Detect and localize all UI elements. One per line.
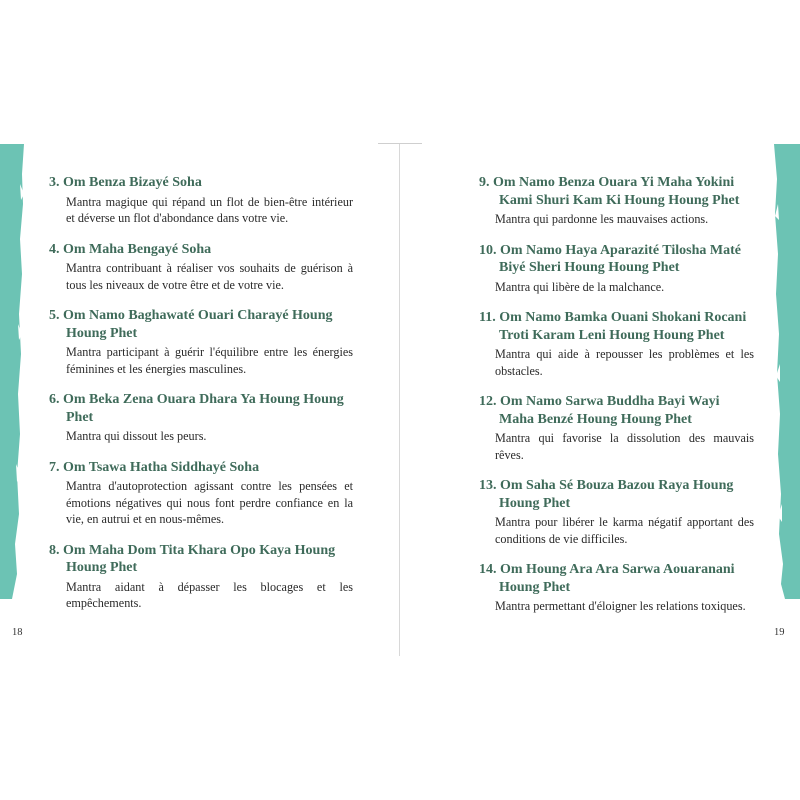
mantra-entry	[479, 309, 754, 379]
mantra-list-left	[49, 174, 353, 612]
mantra-description: Mantra magique qui répand un flot de bien-être intérieur et déverse un flot d'abondance dans votre vie.	[66, 194, 353, 225]
mantra-entry	[49, 542, 353, 612]
mantra-title: 3. Om Benza Bizayé Soha	[49, 175, 202, 190]
mantra-title: 8. Om Maha Dom Tita Khara Opo Kaya Houng Houng Phet	[49, 542, 336, 575]
page-number-left: 18	[12, 627, 23, 638]
mantra-title: 11. Om Namo Bamka Ouani Shokani Rocani Troti Karam Leni Houng Houng Phet	[479, 310, 747, 343]
mantra-list-right	[479, 174, 754, 615]
mantra-entry	[479, 561, 754, 615]
mantra-title: 7. Om Tsawa Hatha Siddhayé Soha	[49, 459, 260, 475]
mantra-description: Mantra participant à guérir l'équilibre entre les énergies féminines et les énergies masculines.	[66, 345, 353, 376]
mantra-title: 14. Om Houng Ara Ara Sarwa Aouaranani Houng Phet	[479, 562, 735, 595]
mantra-title: 6. Om Beka Zena Ouara Dhara Ya Houng Houng Phet	[49, 392, 344, 425]
mantra-description: Mantra contribuant à réaliser vos souhaits de guérison à tous les niveaux de votre être et de votre vie.	[66, 261, 353, 292]
mantra-entry	[49, 241, 353, 294]
left-brush-stripe	[0, 144, 24, 599]
mantra-title: 10. Om Namo Haya Aparazité Tilosha Maté Biyé Sheri Houng Houng Phet	[479, 242, 741, 275]
mantra-title: 12. Om Namo Sarwa Buddha Bayi Wayi Maha Benzé Houng Houng Phet	[479, 394, 720, 427]
mantra-title: 4. Om Maha Bengayé Soha	[49, 241, 212, 257]
mantra-entry	[479, 393, 754, 463]
mantra-entry	[49, 307, 353, 377]
mantra-entry	[49, 459, 353, 528]
mantra-entry	[479, 477, 754, 547]
mantra-description: Mantra aidant à dépasser les blocages et les empêchements.	[66, 579, 353, 610]
mantra-description: Mantra qui pardonne les mauvaises actions.	[495, 212, 709, 226]
mantra-entry	[49, 174, 353, 227]
mantra-description: Mantra d'autoprotection agissant contre les pensées et émotions négatives qui nous font perdre confiance en la vie, en autrui et en nous-mêmes.	[66, 479, 353, 526]
mantra-description: Mantra pour libérer le karma négatif apportant des conditions de vie difficiles.	[495, 515, 754, 546]
mantra-title: 5. Om Namo Baghawaté Ouari Charayé Houng Houng Phet	[49, 308, 333, 341]
gutter-line	[399, 144, 400, 656]
page-number-right: 19	[774, 627, 785, 638]
mantra-entry	[479, 242, 754, 296]
mantra-entry	[479, 174, 754, 228]
mantra-description: Mantra qui dissout les peurs.	[66, 429, 207, 443]
mantra-entry	[49, 391, 353, 445]
mantra-title: 13. Om Saha Sé Bouza Bazou Raya Houng Houng Phet	[479, 478, 734, 511]
mantra-description: Mantra qui aide à repousser les problèmes et les obstacles.	[495, 347, 754, 378]
mantra-description: Mantra qui favorise la dissolution des mauvais rêves.	[495, 431, 754, 462]
right-brush-stripe	[774, 144, 800, 599]
mantra-description: Mantra permettant d'éloigner les relations toxiques.	[495, 599, 746, 613]
gutter-cap-line	[378, 143, 422, 144]
mantra-title: 9. Om Namo Benza Ouara Yi Maha Yokini Kami Shuri Kam Ki Houng Houng Phet	[479, 175, 740, 208]
mantra-description: Mantra qui libère de la malchance.	[495, 279, 665, 294]
